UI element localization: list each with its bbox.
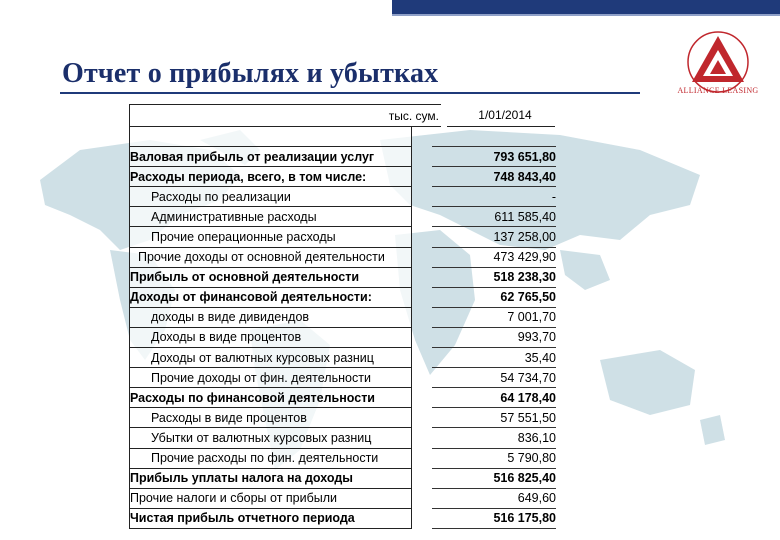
date-header-underline <box>447 126 555 127</box>
gap-cell <box>412 508 433 528</box>
row-value: 611 585,40 <box>432 207 556 227</box>
gap-cell <box>412 147 433 167</box>
gap-cell <box>412 327 433 347</box>
table-row <box>130 267 557 287</box>
spacer-row <box>130 127 557 147</box>
row-label: Расходы периода, всего, в том числе: <box>130 167 412 187</box>
spacer-cell <box>130 127 412 147</box>
table-row <box>130 187 557 207</box>
row-value: 836,10 <box>432 428 556 448</box>
table-row <box>130 448 557 468</box>
row-label: Прочие доходы от основной деятельности <box>130 247 412 267</box>
row-value: 649,60 <box>432 488 556 508</box>
unit-label: тыс. сум. <box>129 104 441 127</box>
date-header: 1/01/2014 <box>478 108 532 122</box>
table-row <box>130 428 557 448</box>
table-row <box>130 508 557 528</box>
row-label: Прочие операционные расходы <box>130 227 412 247</box>
gap-cell <box>412 227 433 247</box>
row-value: 5 790,80 <box>432 448 556 468</box>
gap-cell <box>412 448 433 468</box>
table-row <box>130 388 557 408</box>
table-row <box>130 147 557 167</box>
spacer-value-cell <box>432 127 556 147</box>
row-label: Доходы в виде процентов <box>130 327 412 347</box>
table-row <box>130 247 557 267</box>
gap-cell <box>412 368 433 388</box>
row-value: 137 258,00 <box>432 227 556 247</box>
table-row <box>130 227 557 247</box>
gap-cell <box>412 307 433 327</box>
row-label: Прочие налоги и сборы от прибыли <box>130 488 412 508</box>
row-label: Валовая прибыль от реализации услуг <box>130 147 412 167</box>
gap-cell <box>412 348 433 368</box>
table-row <box>130 287 557 307</box>
page-title: Отчет о прибылях и убытках <box>62 58 439 89</box>
gap-cell <box>412 287 433 307</box>
row-value: 35,40 <box>432 348 556 368</box>
row-value: 518 238,30 <box>432 267 556 287</box>
gap-cell <box>412 408 433 428</box>
row-value: 748 843,40 <box>432 167 556 187</box>
table-row <box>130 468 557 488</box>
row-value: - <box>432 187 556 207</box>
row-value: 57 551,50 <box>432 408 556 428</box>
row-value: 64 178,40 <box>432 388 556 408</box>
row-label: Административные расходы <box>130 207 412 227</box>
gap-cell <box>412 207 433 227</box>
row-label: Прочие расходы по фин. деятельности <box>130 448 412 468</box>
table-row <box>130 327 557 347</box>
gap-cell <box>412 127 433 147</box>
table-header <box>129 104 556 127</box>
row-value: 993,70 <box>432 327 556 347</box>
statement-rows <box>129 127 556 529</box>
row-label: Убытки от валютных курсовых разниц <box>130 428 412 448</box>
row-value: 516 825,40 <box>432 468 556 488</box>
table-row <box>130 167 557 187</box>
gap-cell <box>412 428 433 448</box>
row-label: Доходы от финансовой деятельности: <box>130 287 412 307</box>
row-label: Расходы в виде процентов <box>130 408 412 428</box>
row-value: 62 765,50 <box>432 287 556 307</box>
table-row <box>130 488 557 508</box>
row-value: 473 429,90 <box>432 247 556 267</box>
row-value: 7 001,70 <box>432 307 556 327</box>
income-statement-table <box>129 104 556 529</box>
row-value: 54 734,70 <box>432 368 556 388</box>
title-underline <box>60 92 640 94</box>
gap-cell <box>412 267 433 287</box>
row-label: Прибыль от основной деятельности <box>130 267 412 287</box>
row-label: Чистая прибыль отчетного периода <box>130 508 412 528</box>
table-row <box>130 368 557 388</box>
gap-cell <box>412 488 433 508</box>
gap-cell <box>412 187 433 207</box>
row-label: Расходы по финансовой деятельности <box>130 388 412 408</box>
row-value: 793 651,80 <box>432 147 556 167</box>
logo-text: ALLIANCE LEASING <box>677 86 759 95</box>
row-label: Прочие доходы от фин. деятельности <box>130 368 412 388</box>
table-row <box>130 207 557 227</box>
table-row <box>130 307 557 327</box>
row-label: доходы в виде дивидендов <box>130 307 412 327</box>
table-row <box>130 348 557 368</box>
gap-cell <box>412 468 433 488</box>
table-row <box>130 408 557 428</box>
gap-cell <box>412 167 433 187</box>
row-label: Доходы от валютных курсовых разниц <box>130 348 412 368</box>
row-value: 516 175,80 <box>432 508 556 528</box>
row-label: Расходы по реализации <box>130 187 412 207</box>
gap-cell <box>412 247 433 267</box>
gap-cell <box>412 388 433 408</box>
row-label: Прибыль уплаты налога на доходы <box>130 468 412 488</box>
